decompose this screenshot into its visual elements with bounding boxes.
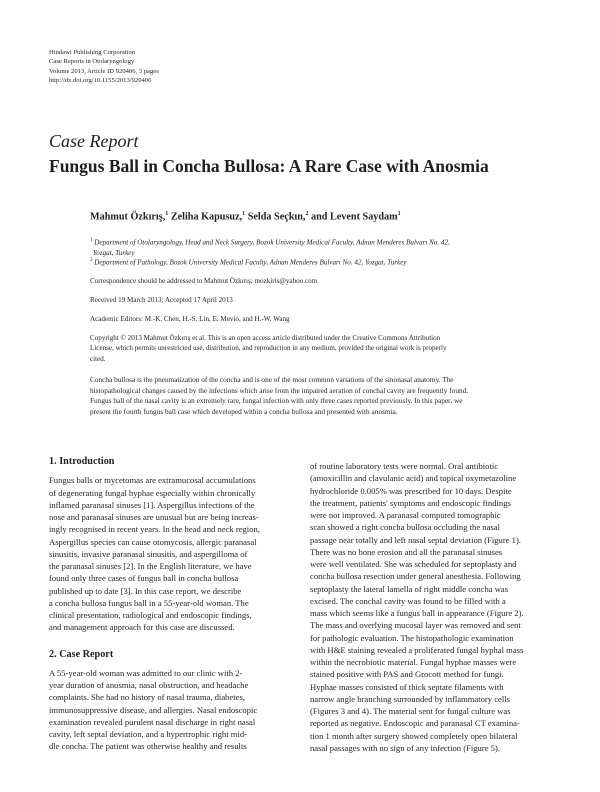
volume-line: Volume 2013, Article ID 920406, 3 pages xyxy=(49,67,159,75)
introduction-paragraph xyxy=(49,474,279,633)
doi-link[interactable]: http://dx.doi.org/10.1155/2013/920406 xyxy=(49,77,152,85)
author-name: and Levent Saydam xyxy=(308,211,398,223)
text-line: nose and paranasal sinuses are unusual but are being increas- xyxy=(49,512,259,522)
text-line: reported as negative. Endoscopic and paranasal CT examina- xyxy=(310,718,520,729)
text-line: of routine laboratory tests were normal. Oral antibiotic xyxy=(310,461,499,471)
text-line: mass which seems like a fungus ball in appearance (Figure 2). xyxy=(310,608,524,618)
text-line: and management approach for this case are discussed. xyxy=(49,622,235,633)
correspondence: Correspondence should be addressed to Mahmut Özkırış; mozkiris@yahoo.com xyxy=(90,277,318,285)
abstract-line: present the fourth fungus ball case which developed within a concha bullosa and presented with anosmia. xyxy=(90,406,398,416)
case-report-paragraph xyxy=(49,667,279,753)
author-affiliation-mark: 1 xyxy=(165,211,169,217)
section-heading-case-report: 2. Case Report xyxy=(49,648,114,660)
text-line: (amoxicillin and clavulanic acid) and topical oxymetazoline xyxy=(310,473,517,484)
text-line: clinical presentation, radiological and endoscopic findings, xyxy=(49,610,252,620)
text-line: hydrochloride 0.005% was prescribed for 10 days. Despite xyxy=(310,485,512,496)
affiliation-mark: 2 xyxy=(90,258,93,263)
left-column xyxy=(49,456,279,753)
text-line: examination revealed purulent nasal discharge in right nasal xyxy=(49,716,256,727)
copyright-line: cited. xyxy=(90,354,106,363)
author-affiliation-mark: 1 xyxy=(397,211,401,217)
text-line: Hyphae masses consisted of thick septate filaments with xyxy=(310,681,504,692)
text-line: stained positive with PAS and Grocott method for fungi. xyxy=(310,669,504,680)
text-line: dle concha. The patient was otherwise healthy and results xyxy=(49,741,247,752)
author-affiliation-mark: 2 xyxy=(305,211,309,217)
copyright-line: Copyright © 2013 Mahmut Özkırış et al. This is an open access article distributed under the Creative Commons Attribution xyxy=(90,334,441,342)
affiliation-text: Yozgat, Turkey xyxy=(93,248,135,257)
abstract xyxy=(90,375,551,417)
affiliation-2 xyxy=(90,256,550,268)
text-line: the paranasal sinuses [2]. In the English literature, we have xyxy=(49,561,252,571)
author-name: Zeliha Kapusuz, xyxy=(168,211,243,223)
text-line: immunosuppressive disease, and allergies. Nasal endoscopic xyxy=(49,704,258,715)
right-column xyxy=(310,460,540,754)
text-line: septoplasty the lateral lamella of right middle concha was xyxy=(310,583,509,594)
author-affiliation-mark: 1 xyxy=(242,211,246,217)
author-name: Mahmut Özkırış, xyxy=(90,211,166,223)
text-line: were not improved. A paranasal computed tomographic xyxy=(310,510,501,520)
text-line: within the necrobiotic material. Fungal hyphae masses were xyxy=(310,657,517,667)
text-line: inflamed paranasal sinuses [1]. Aspergillus infections of the xyxy=(49,499,255,510)
text-line: scan showed a right concha bullosa occluding the nasal xyxy=(310,522,500,533)
text-line: of degenerating fungal hyphae especially within chronically xyxy=(49,487,256,498)
article-title: Fungus Ball in Concha Bullosa: A Rare Case with Anosmia xyxy=(49,156,489,176)
academic-editors: Academic Editors: M.-K. Chen, H.-S. Lin, E. Mevio, and H.-W. Wang xyxy=(90,315,290,323)
text-line: ingly recognised in recent years. In the head and neck region, xyxy=(49,524,260,535)
text-line: complaints. She had no history of nasal trauma, diabetes, xyxy=(49,692,245,703)
abstract-line: Fungus ball of the nasal cavity is an extremely rare, fungal infection with only three cases reported previously. In this paper, we xyxy=(90,396,463,406)
author-name: Selda Seçkın, xyxy=(245,211,306,223)
text-line: were well ventilated. She was scheduled for septoplasty and xyxy=(310,559,517,569)
affiliation-text: Department of Otolaryngology, Head and Neck Surgery, Bozok University Medical Faculty, Adnan Menderes Bulvarı No. 42, xyxy=(94,238,450,247)
text-line: the treatment, patients' symptoms and endoscopic findings xyxy=(310,497,511,508)
text-line: found only three cases of fungus ball in concha bullosa xyxy=(49,573,239,584)
text-line: excised. The conchal cavity was found to be filled with a xyxy=(310,595,506,606)
copyright-line: License, which permits unrestricted use, distribution, and reproduction in any medium, provided the original work is properly xyxy=(90,344,447,353)
journal-header xyxy=(49,48,159,86)
text-line: The mass and overlying mucosal layer was removed and sent xyxy=(310,620,521,631)
text-line: passage near totally and left nasal septal deviation (Figure 1). xyxy=(310,534,521,545)
section-heading-introduction: 1. Introduction xyxy=(49,456,115,467)
case-report-continued xyxy=(310,460,540,754)
affiliation-1 xyxy=(90,236,550,258)
text-line: concha bullosa resection under general anesthesia. Following xyxy=(310,571,521,582)
text-line: for pathologic evaluation. The histopathologic examination xyxy=(310,632,514,643)
publisher-line: Hindawi Publishing Corporation xyxy=(49,49,136,56)
text-line: Fungus balls or mycetomas are extramucosal accumulations xyxy=(49,475,256,486)
affiliation-mark: 1 xyxy=(90,238,93,243)
text-line: published up to date [3]. In this case report, we describe xyxy=(49,585,242,596)
text-line: Aspergillus species can cause otomycosis, allergic paranasal xyxy=(49,536,257,547)
abstract-line: histopathological changes caused by the infections which arise from the impaired aeration of conchal cavity are frequently found. xyxy=(90,385,469,395)
text-line: nasal passages with no sign of any infection (Figure 5). xyxy=(310,742,500,753)
text-line: There was no bone erosion and all the paranasal sinuses xyxy=(310,546,503,557)
copyright-notice xyxy=(90,333,550,364)
text-line: narrow angle branching surrounded by inflammatory cells xyxy=(310,693,510,704)
journal-line: Case Reports in Otolaryngology xyxy=(49,58,135,66)
abstract-line: Concha bullosa is the pneumatization of the concha and is one of the most common variations of the sinonasal anatomy. The xyxy=(90,375,454,384)
text-line: a concha bullosa fungus ball in a 55-year-old woman. The xyxy=(49,597,249,608)
affiliation-text: Department of Pathology, Bozok University Medical Faculty, Adnan Menderes Bulvarı No. 42, Yozgat, Turkey xyxy=(94,258,407,267)
text-line: sinusitis, invasive paranasal sinusitis, and aspergilloma of xyxy=(49,548,248,559)
text-line: year duration of anosmia, nasal obstruction, and headache xyxy=(49,680,249,690)
text-line: (Figures 3 and 4). The material sent for fungal culture was xyxy=(310,706,511,716)
author-list xyxy=(90,211,401,222)
text-line: with H&E staining revealed a proliferated fungal hyphal mass xyxy=(310,644,524,655)
text-line: A 55-year-old woman was admitted to our clinic with 2- xyxy=(49,667,243,678)
text-line: tion 1 month after surgery showed completely open bilateral xyxy=(310,730,518,741)
article-type: Case Report xyxy=(49,131,139,151)
text-line: cavity, left septal deviation, and a hypertrophic right mid- xyxy=(49,729,247,739)
received-dates: Received 19 March 2013; Accepted 17 April 2013 xyxy=(90,296,233,304)
